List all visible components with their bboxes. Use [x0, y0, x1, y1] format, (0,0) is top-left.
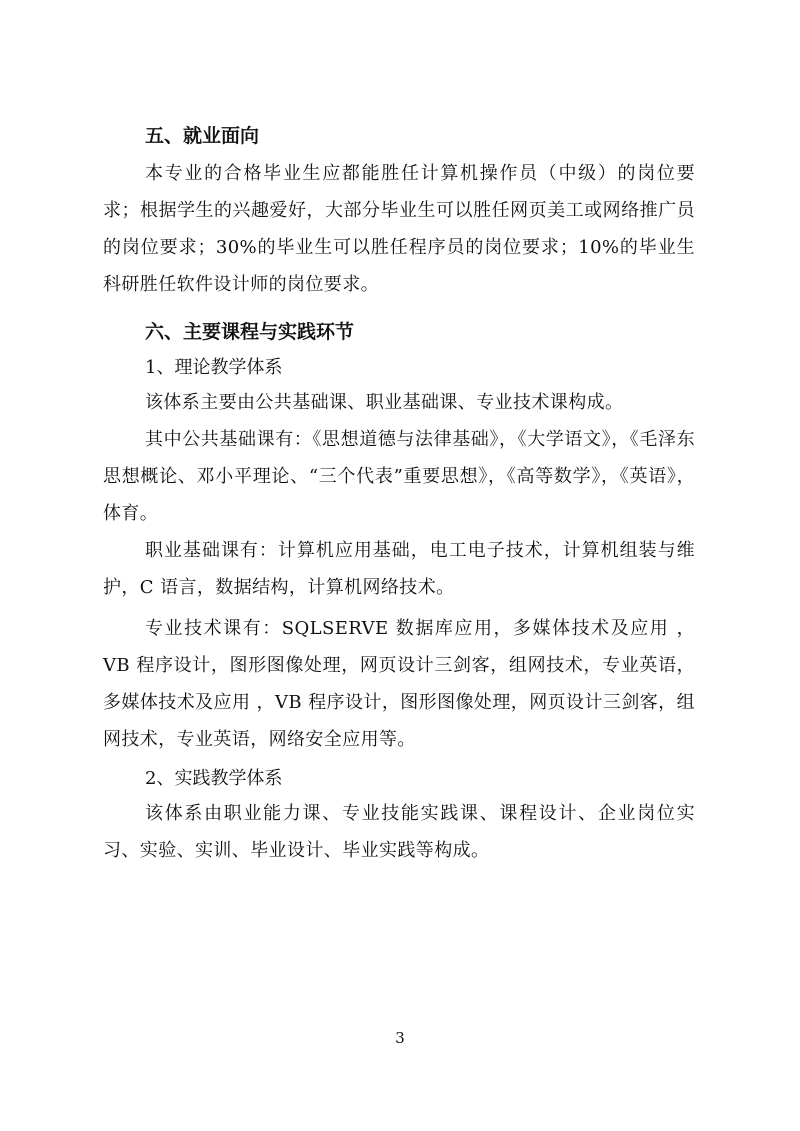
employment-paragraph: 本专业的合格毕业生应都能胜任计算机操作员（中级）的岗位要求；根据学生的兴趣爱好，大部分毕业生可以胜任网页美工或网络推广员的岗位要求；30%的毕业生可以胜任程序员的岗位要求；10%的毕业生科研胜任软件设计师的岗位要求。: [103, 163, 695, 295]
page-number: 3: [395, 1029, 405, 1047]
section-heading-employment: 五、就业面向: [145, 125, 260, 147]
theory-intro-paragraph: 该体系主要由公共基础课、职业基础课、专业技术课构成。: [145, 392, 624, 413]
professional-courses-paragraph: 专业技术课有：SQLSERVE 数据库应用，多媒体技术及应用 ，VB 程序设计，图形图像处理，网页设计三剑客，组网技术，专业英语，多媒体技术及应用 ，VB 程序设计，图形图像处理，网页设计三剑客，组网技术，专业英语，网络安全应用等。: [103, 618, 695, 750]
vocational-courses-paragraph: 职业基础课有：计算机应用基础，电工电子技术，计算机组装与维护，C 语言，数据结构，计算机网络技术。: [103, 540, 695, 598]
practice-intro-paragraph: 该体系由职业能力课、专业技能实践课、课程设计、企业岗位实习、实验、实训、毕业设计、毕业实践等构成。: [103, 803, 695, 861]
section-heading-courses: 六、主要课程与实践环节: [145, 321, 355, 343]
theory-subheading: 1、理论教学体系: [145, 357, 283, 378]
practice-subheading: 2、实践教学体系: [145, 768, 283, 789]
public-courses-paragraph: 其中公共基础课有：《思想道德与法律基础》，《大学语文》，《毛泽东思想概论、邓小平理论、“三个代表”重要思想》，《高等数学》，《英语》，体育。: [103, 429, 695, 524]
